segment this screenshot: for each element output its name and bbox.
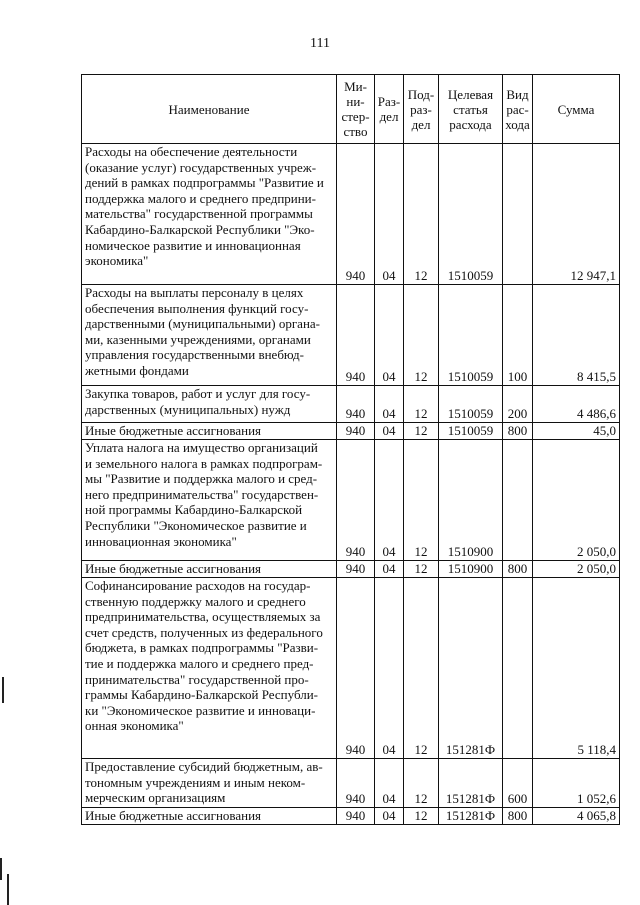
cell-subsection: 12 — [404, 808, 439, 825]
cell-target: 1510900 — [439, 561, 503, 578]
cell-type — [503, 144, 533, 285]
column-header-subsection: Под- раз- дел — [404, 75, 439, 144]
cell-ministry: 940 — [337, 285, 375, 386]
column-header-name: Наименование — [82, 75, 337, 144]
cell-name: Уплата налога на имущество организаций и земельного налога в рамках подпрограм- мы "Развитие и поддержка малого и сред- него предпринимательства" государствен- ной программы Кабардино-Балкарской Республики "Экономическое развитие и инновационная экономика" — [82, 440, 337, 561]
table-row — [82, 759, 620, 808]
table-row — [82, 285, 620, 386]
page-number: 111 — [310, 36, 330, 51]
cell-sum: 4 486,6 — [533, 386, 620, 423]
cell-target: 151281Ф — [439, 759, 503, 808]
cell-type: 600 — [503, 759, 533, 808]
cell-target: 1510059 — [439, 386, 503, 423]
cell-section: 04 — [375, 423, 404, 440]
column-header-section: Раз- дел — [375, 75, 404, 144]
cell-subsection: 12 — [404, 423, 439, 440]
cell-section: 04 — [375, 808, 404, 825]
cell-name: Иные бюджетные ассигнования — [82, 561, 337, 578]
cell-type: 200 — [503, 386, 533, 423]
cell-name: Софинансирование расходов на государ- ственную поддержку малого и среднего предпринимательства, осуществляемых за счет средств, полученных из федерального бюджета, в рамках подпрограммы "Разви- тие и поддержка малого и среднего пред- принимательства" государственной про- граммы Кабардино-Балкарской Республи- ки "Экономическое развитие и инноваци- онная экономика" — [82, 578, 337, 759]
cell-name: Иные бюджетные ассигнования — [82, 423, 337, 440]
cell-target: 1510059 — [439, 423, 503, 440]
table-row — [82, 440, 620, 561]
cell-subsection: 12 — [404, 386, 439, 423]
margin-mark — [2, 677, 4, 703]
cell-type — [503, 440, 533, 561]
cell-ministry: 940 — [337, 144, 375, 285]
cell-sum: 1 052,6 — [533, 759, 620, 808]
cell-section: 04 — [375, 285, 404, 386]
cell-sum: 5 118,4 — [533, 578, 620, 759]
cell-subsection: 12 — [404, 561, 439, 578]
column-header-type: Вид рас- хода — [503, 75, 533, 144]
cell-sum: 2 050,0 — [533, 440, 620, 561]
cell-type: 800 — [503, 561, 533, 578]
table-row — [82, 808, 620, 825]
cell-subsection: 12 — [404, 285, 439, 386]
table-row — [82, 386, 620, 423]
cell-sum: 2 050,0 — [533, 561, 620, 578]
table-row — [82, 144, 620, 285]
cell-name: Иные бюджетные ассигнования — [82, 808, 337, 825]
cell-ministry: 940 — [337, 808, 375, 825]
cell-subsection: 12 — [404, 759, 439, 808]
cell-section: 04 — [375, 759, 404, 808]
cell-ministry: 940 — [337, 578, 375, 759]
table-row — [82, 578, 620, 759]
cell-type: 800 — [503, 808, 533, 825]
table-body — [82, 144, 620, 825]
column-header-sum: Сумма — [533, 75, 620, 144]
cell-sum: 8 415,5 — [533, 285, 620, 386]
cell-sum: 12 947,1 — [533, 144, 620, 285]
cell-section: 04 — [375, 144, 404, 285]
cell-ministry: 940 — [337, 423, 375, 440]
cell-subsection: 12 — [404, 440, 439, 561]
cell-target: 1510900 — [439, 440, 503, 561]
margin-mark — [7, 874, 9, 905]
cell-section: 04 — [375, 561, 404, 578]
table-row — [82, 423, 620, 440]
cell-target: 1510059 — [439, 144, 503, 285]
budget-table — [81, 74, 620, 825]
table-row — [82, 561, 620, 578]
cell-sum: 4 065,8 — [533, 808, 620, 825]
margin-mark — [0, 858, 2, 880]
cell-section: 04 — [375, 578, 404, 759]
cell-name: Предоставление субсидий бюджетным, ав- тономным учреждениям и иным неком- мерческим организациям — [82, 759, 337, 808]
table-header-row — [82, 75, 620, 144]
cell-ministry: 940 — [337, 386, 375, 423]
cell-target: 151281Ф — [439, 808, 503, 825]
cell-subsection: 12 — [404, 144, 439, 285]
cell-sum: 45,0 — [533, 423, 620, 440]
cell-name: Расходы на обеспечение деятельности (оказание услуг) государственных учреж- дений в рамках подпрограммы "Развитие и поддержка малого и среднего предприни- мательства" государственной программы Кабардино-Балкарской Республики "Эко- номическое развитие и инновационная экономика" — [82, 144, 337, 285]
cell-target: 151281Ф — [439, 578, 503, 759]
cell-type — [503, 578, 533, 759]
cell-type: 100 — [503, 285, 533, 386]
cell-section: 04 — [375, 440, 404, 561]
cell-ministry: 940 — [337, 759, 375, 808]
cell-ministry: 940 — [337, 561, 375, 578]
cell-subsection: 12 — [404, 578, 439, 759]
column-header-target: Целевая статья расхода — [439, 75, 503, 144]
cell-section: 04 — [375, 386, 404, 423]
cell-ministry: 940 — [337, 440, 375, 561]
cell-target: 1510059 — [439, 285, 503, 386]
cell-name: Закупка товаров, работ и услуг для госу- дарственных (муниципальных) нужд — [82, 386, 337, 423]
column-header-ministry: Ми- ни- стер- ство — [337, 75, 375, 144]
cell-name: Расходы на выплаты персоналу в целях обеспечения выполнения функций госу- дарственными (муниципальными) органа- ми, казенными учреждениями, органами управления государственными внебюд- жетными фондами — [82, 285, 337, 386]
cell-type: 800 — [503, 423, 533, 440]
